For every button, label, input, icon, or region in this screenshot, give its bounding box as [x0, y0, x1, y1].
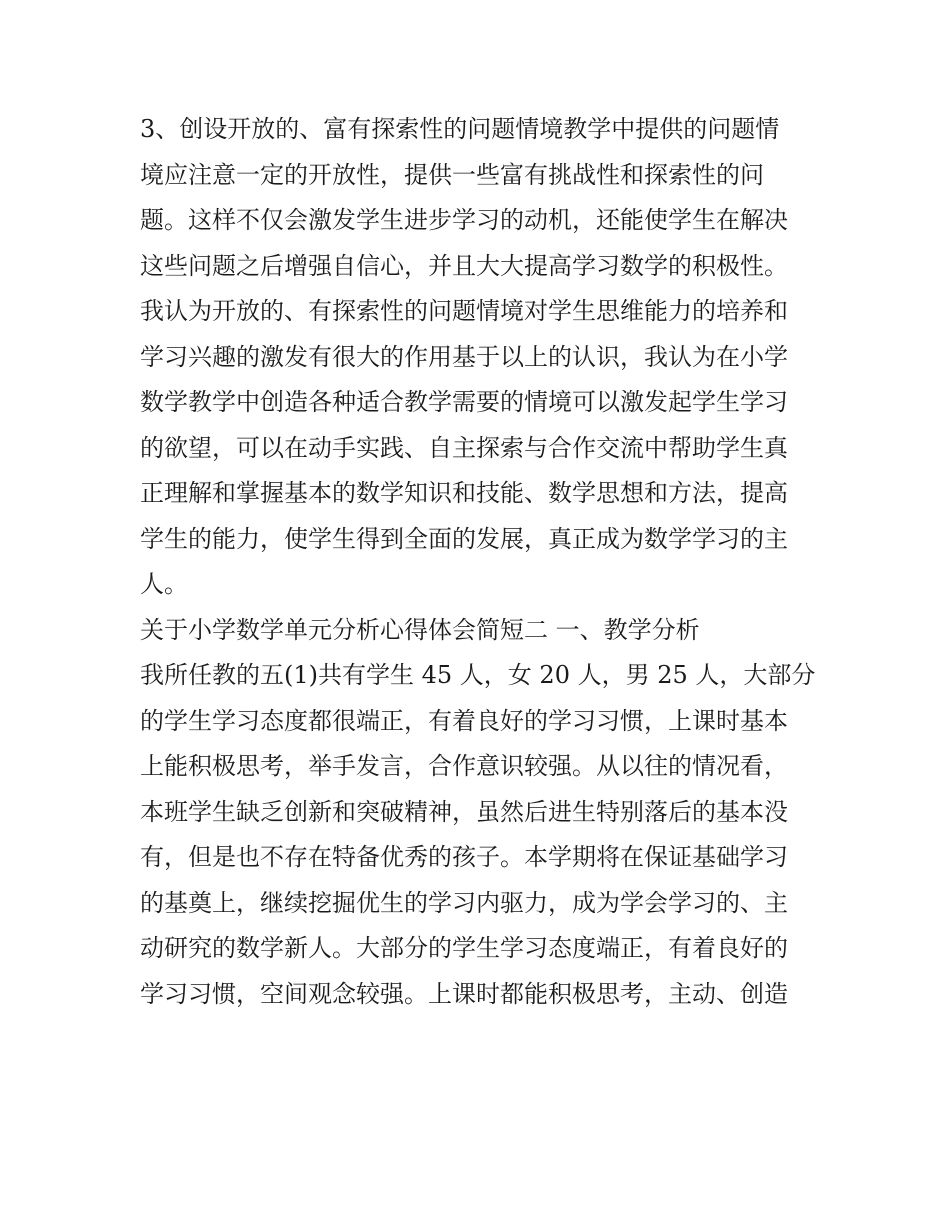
text-line: 题。这样不仅会激发学生进步学习的动机，还能使学生在解决 — [140, 206, 788, 234]
section-heading: 关于小学数学单元分析心得体会简短二 一、教学分析 — [140, 615, 700, 644]
text-line: 的学生学习态度都很端正，有着良好的学习习惯，上课时基本 — [140, 706, 788, 735]
document-body — [140, 107, 820, 1017]
text-line: 我所任教的五(1)共有学生 45 人，女 20 人，男 25 人，大部分 — [140, 661, 816, 689]
text-line: 这些问题之后增强自信心，并且大大提高学习数学的积极性。 — [140, 251, 788, 280]
text-line: 的欲望，可以在动手实践、自主探索与合作交流中帮助学生真 — [140, 433, 788, 462]
text-line: 学生的能力，使学生得到全面的发展，真正成为数学学习的主 — [140, 524, 788, 553]
text-line: 的基奠上，继续挖掘优生的学习内驱力，成为学会学习的、主 — [140, 888, 788, 917]
text-line: 3、创设开放的、富有探索性的问题情境教学中提供的问题情 — [140, 115, 780, 143]
text-line: 本班学生缺乏创新和突破精神，虽然后进生特别落后的基本没 — [140, 797, 788, 826]
text-line: 动研究的数学新人。大部分的学生学习态度端正，有着良好的 — [140, 934, 788, 962]
text-line: 正理解和掌握基本的数学知识和技能、数学思想和方法，提高 — [140, 479, 788, 507]
text-line: 境应注意一定的开放性，提供一些富有挑战性和探索性的问 — [140, 160, 764, 189]
text-line: 有，但是也不存在特备优秀的孩子。本学期将在保证基础学习 — [140, 843, 788, 871]
text-line: 数学教学中创造各种适合教学需要的情境可以激发起学生学习 — [140, 388, 788, 416]
text-line: 学习习惯，空间观念较强。上课时都能积极思考，主动、创造 — [140, 979, 788, 1008]
text-line: 学习兴趣的激发有很大的作用基于以上的认识，我认为在小学 — [140, 342, 788, 371]
text-line: 我认为开放的、有探索性的问题情境对学生思维能力的培养和 — [140, 297, 788, 325]
text-line: 人。 — [140, 570, 188, 598]
text-line: 上能积极思考，举手发言，合作意识较强。从以往的情况看， — [140, 752, 788, 780]
